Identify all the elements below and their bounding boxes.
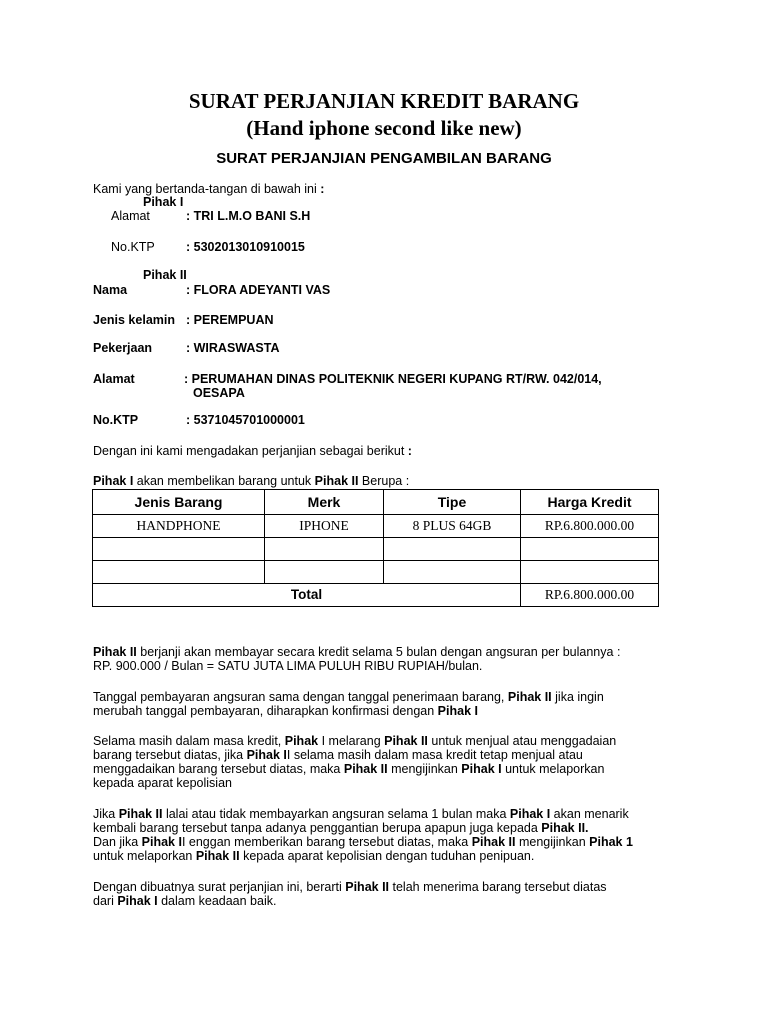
paragraph-text: telah menerima barang tersebut diatas — [389, 880, 607, 894]
pihak1-heading: Pihak I — [143, 195, 184, 209]
paragraph-text: jika ingin — [551, 690, 604, 704]
table-total-label: Total — [93, 584, 521, 607]
bold-party: Pihak II — [118, 807, 163, 821]
statement-text: Dengan ini kami mengadakan perjanjian sebagai berikut — [93, 444, 408, 458]
pihak1-alamat-value: : TRI L.M.O BANI S.H — [186, 209, 311, 223]
pihak2-ktp-label: No.KTP — [93, 413, 139, 427]
table-cell — [384, 538, 521, 561]
paragraph-text: Jika — [93, 807, 119, 821]
table-row — [93, 538, 659, 561]
paragraph-text: menggadaikan barang tersebut diatas, maka — [93, 762, 344, 776]
table-cell — [521, 538, 659, 561]
paragraph-text: Tanggal pembayaran angsuran sama dengan tanggal penerimaan barang, — [93, 690, 508, 704]
table-cell: HANDPHONE — [93, 515, 265, 538]
intro-text: Kami yang bertanda-tangan di bawah ini — [93, 182, 321, 196]
paragraph-text: kepada aparat kepolisian dengan tuduhan penipuan. — [239, 849, 535, 863]
paragraph-text: barang tersebut diatas, jika — [93, 748, 247, 762]
table-cell — [384, 561, 521, 584]
bold-party: Pihak 1 — [589, 835, 633, 849]
paragraph-text: I melarang — [318, 734, 385, 748]
pihak2-heading: Pihak II — [143, 268, 187, 282]
pihak1-ktp-value: : 5302013010910015 — [186, 240, 305, 254]
table-header-cell: Harga Kredit — [521, 490, 659, 515]
paragraph-text: mengijinkan — [515, 835, 590, 849]
paragraph-prohibition-line2 — [93, 748, 583, 763]
table-cell — [93, 538, 265, 561]
bold-party: Pihak I — [117, 894, 158, 908]
paragraph-text: untuk menjual atau menggadaian — [427, 734, 617, 748]
bold-party: Pihak II — [507, 690, 552, 704]
paragraph-receipt-line2 — [93, 894, 276, 909]
table-header-cell: Tipe — [384, 490, 521, 515]
paragraph-text: I selama masih dalam masa kredit tetap menjual atau — [286, 748, 583, 762]
paragraph-text: dari — [93, 894, 118, 908]
paragraph-text: merubah tanggal pembayaran, diharapkan konfirmasi dengan — [93, 704, 438, 718]
paragraph-text: untuk melaporkan — [93, 849, 196, 863]
bold-party: Pihak II — [345, 880, 390, 894]
paragraph-text: Selama masih dalam masa kredit, — [93, 734, 285, 748]
pihak2-alamat-value-line1: : PERUMAHAN DINAS POLITEKNIK NEGERI KUPANG RT/RW. 042/014, — [184, 372, 602, 386]
table-total-value: RP.6.800.000.00 — [521, 584, 659, 607]
table-header-cell: Jenis Barang — [93, 490, 265, 515]
paragraph-prohibition-line1 — [93, 734, 616, 749]
table-cell — [265, 538, 384, 561]
table-row — [93, 561, 659, 584]
paragraph-text: mengijinkan — [387, 762, 462, 776]
pihak2-jenis-kelamin-value: : PEREMPUAN — [186, 313, 274, 327]
table-cell: RP.6.800.000.00 — [521, 515, 659, 538]
table-row — [93, 515, 659, 538]
pihak2-nama-value: : FLORA ADEYANTI VAS — [186, 283, 331, 297]
document-heading: SURAT PERJANJIAN PENGAMBILAN BARANG — [216, 150, 552, 167]
paragraph-date-line1 — [93, 690, 604, 705]
paragraph-prohibition-line4: kepada aparat kepolisian — [93, 776, 232, 790]
bold-party: Pihak II — [195, 849, 240, 863]
paragraph-text: dalam keadaan baik. — [157, 894, 277, 908]
table-cell — [93, 561, 265, 584]
table-header-cell: Merk — [265, 490, 384, 515]
document-title: SURAT PERJANJIAN KREDIT BARANG — [188, 89, 580, 113]
paragraph-default-line3 — [93, 835, 633, 850]
bold-party: Pihak I — [509, 807, 551, 821]
pihak2-nama-label: Nama — [93, 283, 128, 297]
pihak1-ktp-label: No.KTP — [111, 240, 155, 254]
intro-line — [93, 182, 324, 197]
bold-party: Pihak — [284, 734, 319, 748]
purchase-pihak1: Pihak I — [93, 474, 134, 488]
paragraph-payment-line2: RP. 900.000 / Bulan = SATU JUTA LIMA PULUH RIBU RUPIAH/bulan. — [93, 659, 483, 673]
paragraph-text: untuk melaporkan — [501, 762, 605, 776]
paragraph-text: kembali barang tersebut tanpa adanya penggantian berupa apapun juga kepada — [93, 821, 542, 835]
bold-party: Pihak II — [93, 645, 137, 659]
paragraph-text: Dengan dibuatnya surat perjanjian ini, berarti — [93, 880, 346, 894]
document-subtitle: (Hand iphone second like new) — [246, 116, 522, 140]
statement-line — [93, 444, 412, 459]
table-total-row — [93, 584, 659, 607]
bold-party: Pihak II — [343, 762, 388, 776]
paragraph-text: I enggan memberikan barang tersebut diatas, maka — [181, 835, 472, 849]
pihak2-alamat-label: Alamat — [93, 372, 135, 386]
paragraph-payment-line1 — [93, 645, 620, 660]
pihak2-alamat-value-line2: OESAPA — [193, 386, 245, 400]
paragraph-receipt-line1 — [93, 880, 607, 895]
purchase-pihak2: Pihak II — [314, 474, 359, 488]
pihak2-pekerjaan-label: Pekerjaan — [93, 341, 153, 355]
bold-party: Pihak I — [437, 704, 478, 718]
table-header-row — [93, 490, 659, 515]
table-cell — [521, 561, 659, 584]
paragraph-default-line2 — [93, 821, 589, 836]
table-cell — [265, 561, 384, 584]
bold-party: Pihak I — [141, 835, 182, 849]
table-cell: 8 PLUS 64GB — [384, 515, 521, 538]
intro-colon: : — [320, 182, 325, 196]
pihak1-alamat-label: Alamat — [111, 209, 150, 223]
bold-party: Pihak II — [471, 835, 516, 849]
paragraph-text: Dan jika — [93, 835, 142, 849]
purchase-line — [93, 474, 409, 489]
pihak2-pekerjaan-value: : WIRASWASTA — [186, 341, 280, 355]
paragraph-date-line2 — [93, 704, 478, 719]
paragraph-text: berjanji akan membayar secara kredit selama 5 bulan dengan angsuran per bulannya : — [136, 645, 621, 659]
purchase-mid-text: akan membelikan barang untuk — [133, 474, 315, 488]
bold-party: Pihak I — [246, 748, 287, 762]
table-cell: IPHONE — [265, 515, 384, 538]
bold-party: Pihak I — [461, 762, 502, 776]
pihak2-ktp-value: : 5371045701000001 — [186, 413, 305, 427]
pihak2-jenis-kelamin-label: Jenis kelamin — [93, 313, 175, 327]
paragraph-prohibition-line3 — [93, 762, 604, 777]
paragraph-default-line1 — [93, 807, 629, 822]
paragraph-default-line4 — [93, 849, 534, 864]
purchase-end-text: Berupa : — [358, 474, 410, 488]
goods-table — [92, 489, 659, 607]
paragraph-text: lalai atau tidak membayarkan angsuran selama 1 bulan maka — [162, 807, 510, 821]
statement-colon: : — [407, 444, 412, 458]
bold-party: Pihak II. — [541, 821, 589, 835]
paragraph-text: akan menarik — [550, 807, 629, 821]
bold-party: Pihak II — [384, 734, 428, 748]
